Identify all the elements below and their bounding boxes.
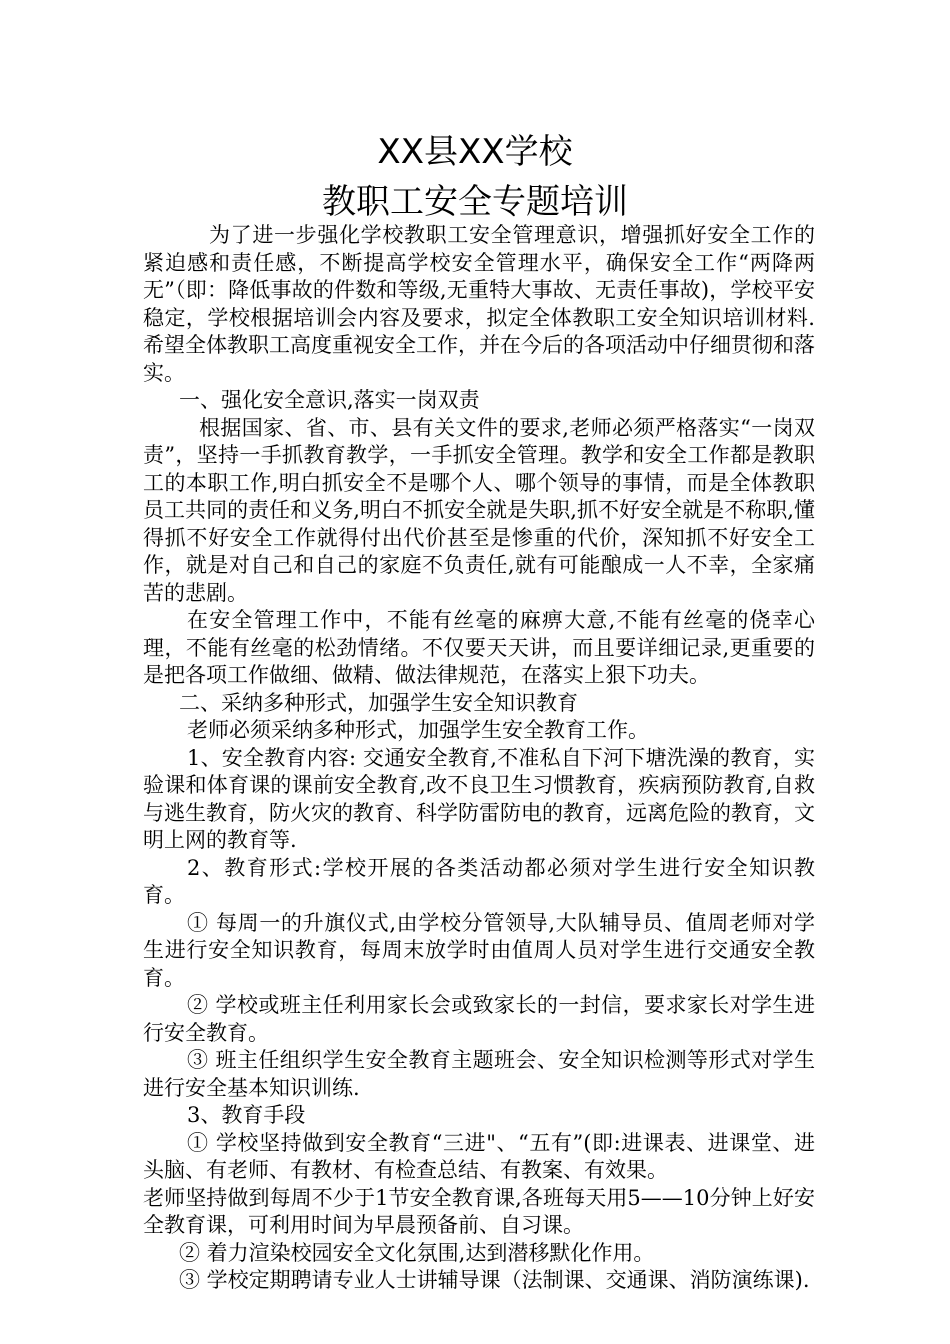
sub-list-item: ① 学校坚持做到安全教育“三进"、“五有”(即:进课表、进课堂、进头脑、有老师、有教材、有检查总结、有教案、有效果。 [143, 1130, 815, 1182]
document-title-line2: 教职工安全专题培训 [322, 182, 628, 222]
sub-list-item: ③ 学校定期聘请专业人士讲辅导课（法制课、交通课、消防演练课). [179, 1268, 810, 1292]
sub-list-item: ① 每周一的升旗仪式,由学校分管领导,大队辅导员、值周老师对学生进行安全知识教育，每周末放学时由值周人员对学生进行交通安全教育。 [143, 910, 815, 990]
intro-paragraph: 为了进一步强化学校教职工安全管理意识，增强抓好安全工作的紧迫感和责任感，不断提高学校安全管理水平，确保安全工作“两降两无”（即：降低事故的件数和等级,无重特大事故、无责任事故)，学校平安稳定，学校根据培训会内容及要求，拟定全体教职工安全知识培训材料.希望全体教职工高度重视安全工作，并在今后的各项活动中仔细贯彻和落实。 [143, 223, 815, 385]
section-heading-1: 一、强化安全意识,落实一岗双责 [179, 388, 480, 412]
list-item: 3、教育手段 [187, 1103, 306, 1127]
body-paragraph: 老师坚持做到每周不少于1节安全教育课,各班每天用5——10分钟上好安全教育课，可利用时间为早晨预备前、自习课。 [143, 1185, 815, 1237]
document-body [143, 222, 815, 1295]
section-heading-2: 二、采纳多种形式，加强学生安全知识教育 [179, 690, 578, 715]
sub-list-item: ③ 班主任组织学生安全教育主题班会、安全知识检测等形式对学生进行安全基本知识训练. [143, 1048, 815, 1100]
sub-list-item: ② 着力渲染校园安全文化氛围,达到潜移默化作用。 [179, 1240, 655, 1265]
body-paragraph: 根据国家、省、市、县有关文件的要求,老师必须严格落实“一岗双责”，坚持一手抓教育教学，一手抓安全管理。教学和安全工作都是教职工的本职工作,明白抓安全不是哪个人、哪个领导的事情，而是全体教职员工共同的责任和义务,明白不抓安全就是失职,抓不好安全就是不称职,懂得抓不好安全工作就得付出代价甚至是惨重的代价，深知抓不好安全工作，就是对自己和自己的家庭不负责任,就有可能酿成一人不幸，全家痛苦的悲剧。 [143, 415, 815, 605]
document-title-line1: XX县XX学校 [377, 132, 573, 172]
list-item: 2、教育形式:学校开展的各类活动都必须对学生进行安全知识教育。 [143, 855, 815, 907]
list-item: 1、安全教育内容: 交通安全教育,不准私自下河下塘洗澡的教育，实验课和体育课的课前安全教育,改不良卫生习惯教育，疾病预防教育,自救与逃生教育，防火灾的教育、科学防雷防电的教育，远离危险的教育，文明上网的教育等. [143, 745, 815, 852]
body-paragraph: 老师必须采纳多种形式，加强学生安全教育工作。 [187, 718, 649, 742]
body-paragraph: 在安全管理工作中，不能有丝毫的麻痹大意,不能有丝毫的侥幸心理，不能有丝毫的松劲情绪。不仅要天天讲，而且要详细记录,更重要的是把各项工作做细、做精、做法律规范，在落实上狠下功夫。 [143, 608, 815, 687]
sub-list-item: ② 学校或班主任利用家长会或致家长的一封信，要求家长对学生进行安全教育。 [143, 993, 815, 1045]
